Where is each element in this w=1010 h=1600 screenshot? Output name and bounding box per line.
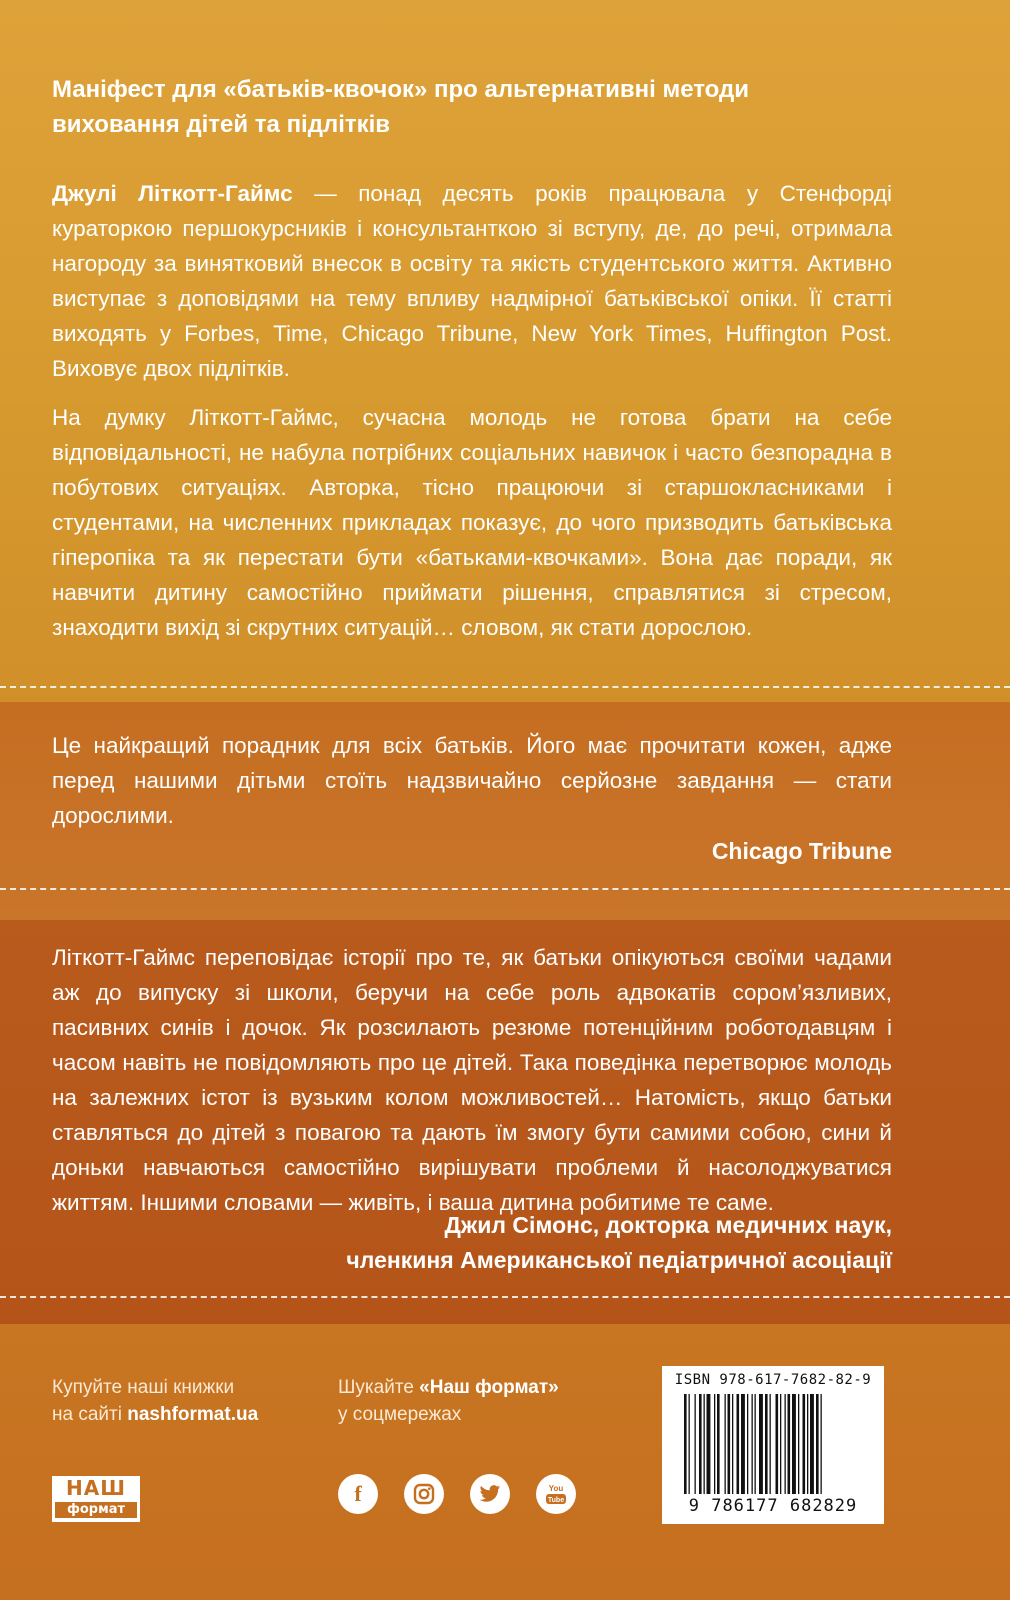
barcode-bar [821, 1394, 822, 1494]
buy-line-2: на сайті nashformat.ua [52, 1404, 259, 1425]
barcode-bar [728, 1394, 731, 1494]
svg-text:Tube: Tube [547, 1497, 565, 1504]
twitter-glyph [479, 1484, 501, 1504]
barcode-bar [704, 1394, 705, 1494]
quote-2-source-line-2: членкиня Американської педіатричної асоціації [346, 1247, 892, 1273]
youtube-glyph [543, 1482, 569, 1506]
barcode-bar [765, 1394, 768, 1494]
barcode-bar [725, 1394, 726, 1494]
barcode-bars [684, 1394, 864, 1494]
barcode-bar [810, 1394, 814, 1494]
barcode-bar [770, 1394, 771, 1494]
barcode-bar [798, 1394, 799, 1494]
barcode-bar [747, 1394, 748, 1494]
buy-line-1: Купуйте наші книжки [52, 1377, 235, 1398]
barcode-bar [732, 1394, 733, 1494]
isbn-number: ISBN 978-617-7682-82-9 [674, 1372, 872, 1388]
svg-text:You: You [548, 1484, 564, 1493]
quote-2-source-line-1: Джил Сімонс, докторка медичних наук, [444, 1212, 892, 1238]
dashed-divider [0, 888, 1010, 890]
heading-line-1: Маніфест для «батьків-квочок» про альтернативні методи [52, 76, 749, 103]
barcode-digits: 9 786177 682829 [688, 1496, 858, 1516]
author-bio [52, 176, 892, 386]
site-link[interactable]: nashformat.ua [127, 1404, 259, 1425]
barcode-bar [717, 1394, 720, 1494]
barcode-bar [737, 1394, 740, 1494]
isbn-barcode [662, 1366, 884, 1524]
author-name: Джулі Літкотт-Гаймс [52, 181, 293, 206]
barcode-bar [684, 1394, 687, 1494]
barcode-bar [792, 1394, 796, 1494]
dashed-divider [0, 686, 1010, 688]
barcode-bar [816, 1394, 819, 1494]
social-line-2: у соцмережах [338, 1404, 462, 1425]
barcode-bar [780, 1394, 781, 1494]
barcode-bar [707, 1394, 711, 1494]
barcode-bar [759, 1394, 763, 1494]
barcode-bar [788, 1394, 791, 1494]
barcode-bar [807, 1394, 808, 1494]
author-bio-text: — понад десять років працювала у Стенфорді кураторкою першокурсників і консультанткою зі вступу, де, до речі, отримала нагороду за винятковий внесок в освіту та якість студентського життя. Активно виступає з доповідями на тему впливу надмірної батьківської опіки. Її статті виходять у Forbes, Time, Chicago Tribune, New York Times, Huffington Post. Виховує двох підлітків. [52, 181, 892, 381]
barcode-bar [689, 1394, 690, 1494]
barcode-bar [741, 1394, 745, 1494]
social-line-1: Шукайте «Наш формат» [338, 1377, 559, 1398]
barcode-bar [803, 1394, 806, 1494]
book-description: На думку Літкотт-Гаймс, сучасна молодь не готова брати на себе відповідальності, не набула потрібних соціальних навичок і часто безпорадна в побутових ситуаціях. Авторка, тісно працюючи зі старшокласниками і студентами, на численних прикладах показує, до чого призводить батьківська гіперопіка та як перестати бути «батьками-квочками». Вона дає поради, як навчити дитину самостійно приймати рішення, справлятися зі стресом, знаходити вихід зі скрутних ситуацій… словом, як стати дорослою. [52, 405, 892, 640]
buy-online-promo [52, 1374, 258, 1428]
instagram-icon[interactable] [404, 1474, 444, 1514]
social-promo [338, 1374, 559, 1428]
quote-1-text: Це найкращий порадник для всіх батьків. Його має прочитати кожен, адже перед нашими дітьми стоїть надзвичайно серйозне завдання — стати дорослими. [52, 733, 892, 828]
barcode-bar [714, 1394, 715, 1494]
youtube-icon[interactable] [536, 1474, 576, 1514]
quote-2-text: Літкотт-Гаймс переповідає історії про те, як батьки опікуються своїми чадами аж до випуску зі школи, беручи на себе роль адвокатів сором’язливих, пасивних синів і дочок. Як розсилають резюме потенційним роботодавцям і часом навіть не повідомляють про це дітей. Така поведінка перетворює молодь на залежних істот із вузьким колом можливостей… Натомість, якщо батьки ставляться до дітей з повагою та дають їм змогу бути самими собою, сини й доньки навчаються самостійно вирішувати проблеми й насолоджуватися життям. Іншими словами — живіть, і ваша дитина робитиме те саме. [52, 945, 892, 1215]
barcode-bar [755, 1394, 756, 1494]
barcode-bar [699, 1394, 702, 1494]
nash-format-logo: НАШ формат [52, 1476, 140, 1522]
barcode-bar [695, 1394, 696, 1494]
facebook-icon[interactable]: f [338, 1474, 378, 1514]
instagram-glyph [413, 1483, 435, 1505]
cover-heading [52, 72, 892, 142]
barcode-bar [776, 1394, 779, 1494]
brand-name: «Наш формат» [419, 1377, 559, 1398]
barcode-bar [752, 1394, 753, 1494]
quote-1-source: Chicago Tribune [711, 838, 892, 864]
barcode-bar [785, 1394, 786, 1494]
heading-line-2: виховання дітей та підлітків [52, 111, 391, 138]
dashed-divider [0, 1296, 1010, 1298]
twitter-icon[interactable] [470, 1474, 510, 1514]
